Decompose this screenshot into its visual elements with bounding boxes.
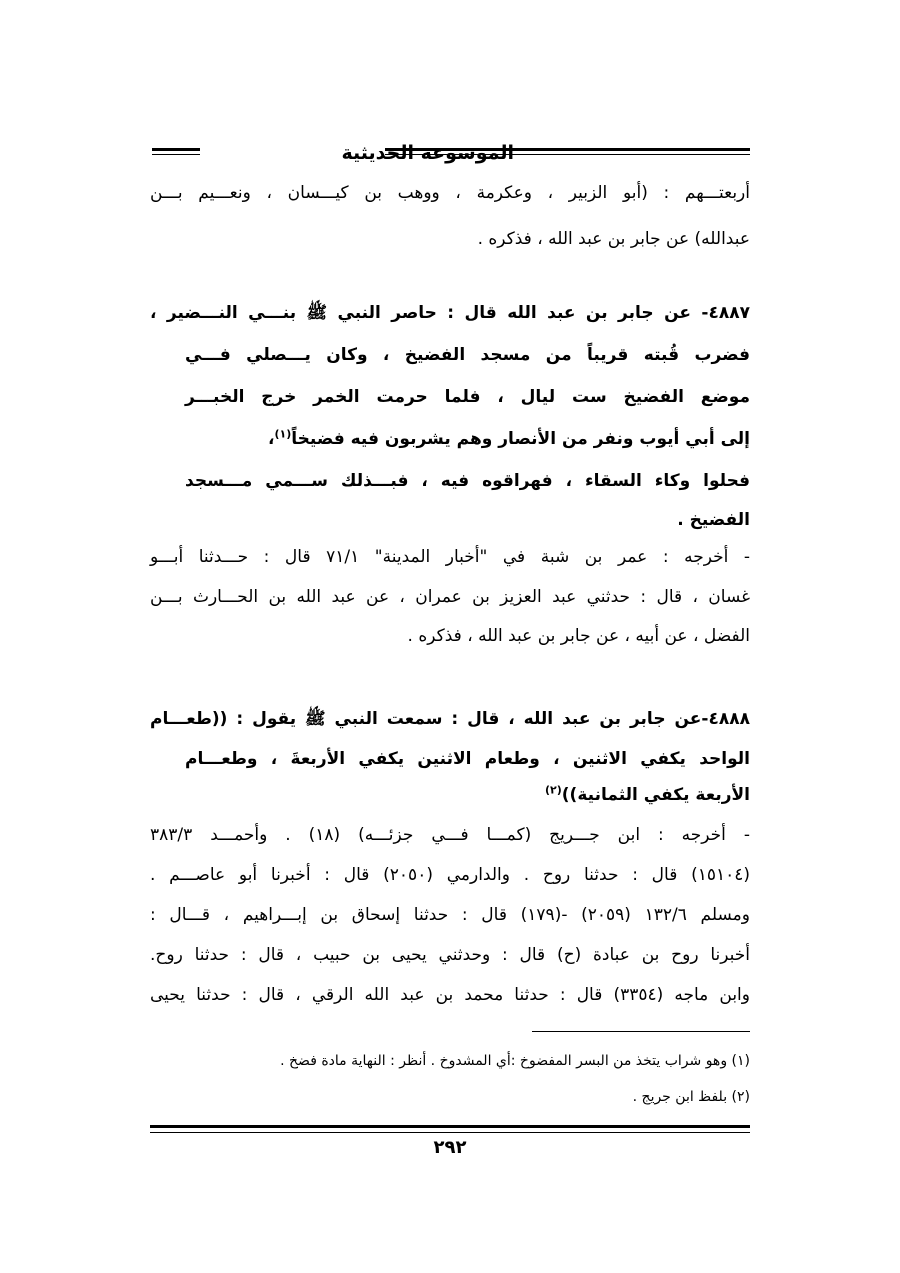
takhrij-4887-line-2: غسان ، قال : حدثني عبد العزيز بن عمران ، عن عبد الله بن الحـــارث بـــن [150, 587, 750, 607]
hadith-4888-line-1: ٤٨٨٨-عن جابر بن عبد الله ، قال : سمعت النبي ﷺ يقول : ((طعـــام [150, 709, 750, 729]
takhrij-4888-line-1: - أخرجه : ابن جـــريج (كمـــا فـــي جزئـــه) (١٨) . وأحمـــد ٣٨٣/٣ [150, 825, 750, 845]
hadith-4888-line-2: الواحد يكفي الاثنين ، وطعام الاثنين يكفي الأربعةَ ، وطعـــام [185, 749, 750, 769]
hadith-4887-line-1: ٤٨٨٧- عن جابر بن عبد الله قال : حاصر النبي ﷺ بنـــي النـــضير ، [150, 303, 750, 323]
takhrij-4887-line-3: الفضل ، عن أبيه ، عن جابر بن عبد الله ، فذكره . [407, 626, 750, 646]
intro-line-2: عبدالله) عن جابر بن عبد الله ، فذكره . [477, 229, 750, 249]
intro-line-1: أربعتـــهم : (أبو الزبير ، وعكرمة ، ووهب بن كيـــسان ، ونعـــيم بـــن [150, 183, 750, 203]
footnote-ref-1: (١) [274, 427, 292, 441]
hadith-4887-line-4 [185, 424, 750, 454]
footnote-1: (١) وهو شراب يتخذ من البسر المفضوخ :أي المشدوخ . أنظر : النهاية مادة فضخ . [280, 1053, 750, 1069]
takhrij-4888-line-3: ومسلم ١٣٢/٦ (٢٠٥٩) -(١٧٩) قال : حدثنا إسحاق بن إبـــراهيم ، قـــال : [150, 905, 750, 925]
hadith-4887-line-5: فحلوا وكاء السقاء ، فهراقوه فيه ، فبـــذلك ســـمي مـــسجد [185, 471, 750, 491]
header-rule-left [152, 148, 200, 155]
footer-rule [150, 1125, 750, 1133]
hadith-4887-line-2: فضرب قُبته قريباً من مسجد الفضيخ ، وكان يـــصلي فـــي [185, 345, 750, 365]
hadith-4887-line-4-text: إلى أبي أيوب ونفر من الأنصار وهم يشربون فيه فضيخاً [291, 429, 750, 449]
takhrij-4888-line-2: (١٥١٠٤) قال : حدثنا روح . والدارمي (٢٠٥٠) قال : أخبرنا أبو عاصـــم . [150, 865, 750, 885]
hadith-4887-line-6: الفضيخ . [677, 510, 750, 530]
page-number: ٢٩٢ [433, 1137, 467, 1158]
footnote-ref-2: (٢) [545, 783, 562, 797]
hadith-4888-line-3-text: الأربعة يكفي الثمانية)) [561, 785, 750, 805]
takhrij-4888-line-5: وابن ماجه (٣٣٥٤) قال : حدثنا محمد بن عبد الله الرقي ، قال : حدثنا يحيى [150, 985, 750, 1005]
running-header-title: الموسوعة الحديثية [341, 142, 514, 164]
takhrij-4887-line-1: - أخرجه : عمر بن شبة في "أخبار المدينة" ٧١/١ قال : حـــدثنا أبـــو [150, 547, 750, 567]
hadith-4887-line-4-tail: ، [268, 429, 275, 449]
footnote-2: (٢) بلفظ ابن جريج . [632, 1089, 750, 1105]
hadith-4887-line-3: موضع الفضيخ ست ليال ، فلما حرمت الخمر خرج الخبـــر [185, 387, 750, 407]
hadith-4888-line-3 [185, 780, 750, 810]
takhrij-4888-line-4: أخبرنا روح بن عبادة (ح) قال : وحدثني يحيى بن حبيب ، قال : حدثنا روح. [150, 945, 750, 965]
